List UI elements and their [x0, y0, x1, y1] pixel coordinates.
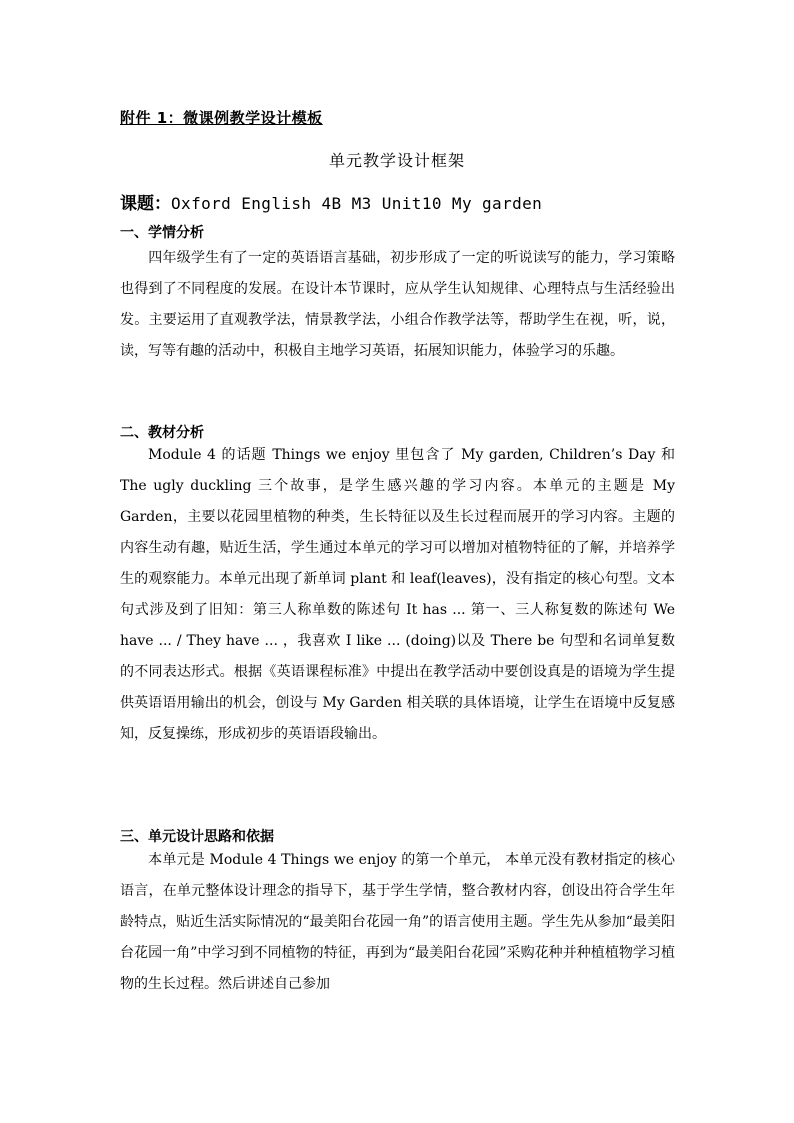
attachment-label: 附件 1：微课例教学设计模板	[120, 109, 323, 127]
section-heading-1: 一、学情分析	[120, 225, 204, 241]
section-paragraph-3	[120, 845, 675, 1000]
section-heading-3: 三、单元设计思路和依据	[120, 829, 274, 845]
main-title: 单元教学设计框架	[328, 151, 465, 170]
section-heading-2: 二、教材分析	[120, 425, 204, 441]
section-text-2: Module 4 的话题 Things we enjoy 里包含了 My garden, Children’s Day 和 The ugly duckling 三个故事，是学生感兴趣的学习内容。本单元的主题是 My Garden，主要以花园里植物的种类，生长特征以及生长过程而展开的学习内容。主题的内容生动有趣，贴近生活，学生通过本单元的学习可以增加对植物特征的了解，并培养学生的观察能力。本单元出现了新单词 plant 和 leaf(leaves)，没有指定的核心句型。文本句式涉及到了旧知：第三人称单数的陈述句 It has ... 第一、三人称复数的陈述句 We have ... / They have ... ，我喜欢 I like ... (doing)以及 There be 句型和名词单复数的不同表达形式。根据《英语课程标准》中提出在教学活动中要创设真是的语境为学生提供英语语用输出的机会，创设与 My Garden 相关联的具体语境，让学生在语境中反复感知，反复操练，形成初步的英语语段输出。	[120, 447, 675, 742]
subject-label: 课题：	[120, 194, 171, 214]
section-paragraph-1	[120, 243, 675, 367]
section-text-3: 本单元是 Module 4 Things we enjoy 的第一个单元， 本单元没有教材指定的核心语言，在单元整体设计理念的指导下，基于学生学情，整合教材内容，创设出符合学生年龄特点，贴近生活实际情况的“最美阳台花园一角”的语言使用主题。学生先从参加“最美阳台花园一角”中学习到不同植物的特征，再到为“最美阳台花园”采购花种并种植植物学习植物的生长过程。然后讲述自己参加	[120, 852, 675, 992]
subject-line	[120, 189, 542, 214]
section-text-1: 四年级学生有了一定的英语语言基础，初步形成了一定的听说读写的能力，学习策略也得到了不同程度的发展。在设计本节课时，应从学生认知规律、心理特点与生活经验出发。主要运用了直观教学法，情景教学法，小组合作教学法等，帮助学生在视，听，说，读，写等有趣的活动中，积极自主地学习英语，拓展知识能力，体验学习的乐趣。	[120, 250, 675, 359]
section-paragraph-2	[120, 440, 675, 750]
subject-value: Oxford English 4B M3 Unit10 My garden	[171, 194, 543, 213]
